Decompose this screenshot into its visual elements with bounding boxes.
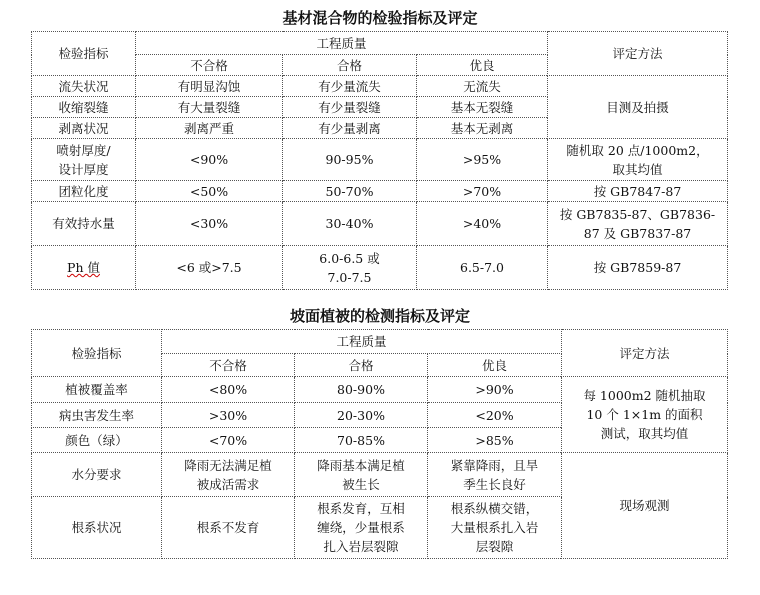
- cell-good: >95%: [417, 139, 548, 181]
- cell-indicator: 根系状况: [32, 497, 162, 559]
- pass-line: 降雨基本满足植: [317, 457, 405, 473]
- table2-title: 坡面植被的检测指标及评定: [289, 307, 470, 325]
- cell-method-sampling: [562, 377, 728, 453]
- table-slope-vegetation: [31, 329, 728, 559]
- cell-method-visual: 目测及拍摄: [548, 76, 728, 139]
- cell-indicator: 有效持水量: [32, 202, 136, 246]
- ph-label: Ph 值: [67, 260, 100, 275]
- cell-indicator: 剥离状况: [32, 118, 136, 139]
- pass-line: 被生长: [342, 476, 380, 492]
- pass-line: 6.0-6.5 或: [319, 250, 380, 266]
- cell-indicator: 水分要求: [32, 453, 162, 497]
- cell-pass: 有少量剥离: [283, 118, 417, 139]
- header-pass: 合格: [295, 354, 428, 377]
- cell-pass: [295, 497, 428, 559]
- cell-good: <20%: [428, 403, 562, 428]
- cell-good: >90%: [428, 377, 562, 403]
- method-line: 测试，取其均值: [600, 426, 689, 441]
- cell-fail: 剥离严重: [136, 118, 283, 139]
- header-indicator: 检验指标: [32, 32, 136, 76]
- good-line: 紧靠降雨，且旱: [450, 457, 539, 473]
- table-row: [32, 202, 728, 246]
- good-line: 大量根系扎入岩: [450, 520, 539, 535]
- cell-good: 基本无裂缝: [417, 97, 548, 118]
- cell-pass: 30-40%: [283, 202, 417, 246]
- cell-good: >85%: [428, 428, 562, 453]
- method-line: 随机取 20 点/1000m2，: [566, 142, 709, 158]
- cell-indicator: 颜色（绿）: [32, 428, 162, 453]
- cell-fail: <80%: [162, 377, 295, 403]
- fail-line: 降雨无法满足植: [184, 457, 272, 473]
- cell-indicator: 团粒化度: [32, 181, 136, 202]
- cell-fail: >30%: [162, 403, 295, 428]
- table-row: [32, 377, 728, 403]
- table-row: [32, 139, 728, 181]
- table-substrate-mixture: [31, 31, 728, 290]
- cell-pass: 20-30%: [295, 403, 428, 428]
- good-line: 根系纵横交错，: [450, 501, 539, 516]
- cell-indicator: 收缩裂缝: [32, 97, 136, 118]
- cell-indicator: 病虫害发生率: [32, 403, 162, 428]
- cell-indicator: 流失状况: [32, 76, 136, 97]
- good-line: 层裂隙: [475, 539, 514, 554]
- pass-line: 根系发育，互相: [317, 501, 405, 516]
- cell-pass: 80-90%: [295, 377, 428, 403]
- cell-pass: 90-95%: [283, 139, 417, 181]
- cell-fail: <70%: [162, 428, 295, 453]
- cell-indicator: [32, 246, 136, 290]
- header-good: 优良: [428, 354, 562, 377]
- cell-fail: 有明显沟蚀: [136, 76, 283, 97]
- cell-pass: [283, 246, 417, 290]
- table-row: [32, 76, 728, 97]
- indicator-line: 喷射厚度/: [56, 142, 111, 158]
- cell-good: >40%: [417, 202, 548, 246]
- cell-good: [428, 453, 562, 497]
- method-line: 取其均值: [612, 161, 663, 177]
- cell-method: 按 GB7847-87: [548, 181, 728, 202]
- cell-method: [548, 202, 728, 246]
- cell-fail: <90%: [136, 139, 283, 181]
- method-line: 每 1000m2 随机抽取: [583, 388, 706, 403]
- table-row: [32, 181, 728, 202]
- method-line: 按 GB7835-87、GB7836-: [559, 206, 716, 222]
- pass-line: 7.0-7.5: [327, 269, 372, 285]
- table1-title: 基材混合物的检验指标及评定: [282, 9, 478, 27]
- cell-indicator: [32, 139, 136, 181]
- cell-method: [548, 139, 728, 181]
- header-fail: 不合格: [136, 55, 283, 76]
- cell-pass: 50-70%: [283, 181, 417, 202]
- cell-fail: <6 或>7.5: [136, 246, 283, 290]
- cell-pass: 有少量流失: [283, 76, 417, 97]
- header-method: 评定方法: [562, 330, 728, 377]
- cell-fail: <50%: [136, 181, 283, 202]
- cell-fail: <30%: [136, 202, 283, 246]
- method-line: 10 个 1×1m 的面积: [586, 407, 703, 422]
- cell-good: 6.5-7.0: [417, 246, 548, 290]
- cell-pass: 有少量裂缝: [283, 97, 417, 118]
- cell-pass: 70-85%: [295, 428, 428, 453]
- header-good: 优良: [417, 55, 548, 76]
- header-pass: 合格: [283, 55, 417, 76]
- pass-line: 缠绕，少量根系: [317, 520, 405, 535]
- table-row: [32, 246, 728, 290]
- cell-pass: [295, 453, 428, 497]
- cell-method-observe: 现场观测: [562, 453, 728, 559]
- fail-line: 被成活需求: [196, 476, 260, 492]
- header-quality: 工程质量: [136, 32, 548, 55]
- cell-good: >70%: [417, 181, 548, 202]
- indicator-line: 设计厚度: [58, 161, 109, 177]
- cell-good: 无流失: [417, 76, 548, 97]
- good-line: 季生长良好: [463, 476, 526, 492]
- header-method: 评定方法: [548, 32, 728, 76]
- cell-fail: [162, 453, 295, 497]
- header-quality: 工程质量: [162, 330, 562, 354]
- table-row: [32, 453, 728, 497]
- cell-indicator: 植被覆盖率: [32, 377, 162, 403]
- cell-good: 基本无剥离: [417, 118, 548, 139]
- cell-method: 按 GB7859-87: [548, 246, 728, 290]
- cell-good: [428, 497, 562, 559]
- cell-fail: 根系不发育: [162, 497, 295, 559]
- cell-fail: 有大量裂缝: [136, 97, 283, 118]
- method-line: 87 及 GB7837-87: [583, 225, 692, 241]
- pass-line: 扎入岩层裂隙: [323, 539, 399, 554]
- header-fail: 不合格: [162, 354, 295, 377]
- header-indicator: 检验指标: [32, 330, 162, 377]
